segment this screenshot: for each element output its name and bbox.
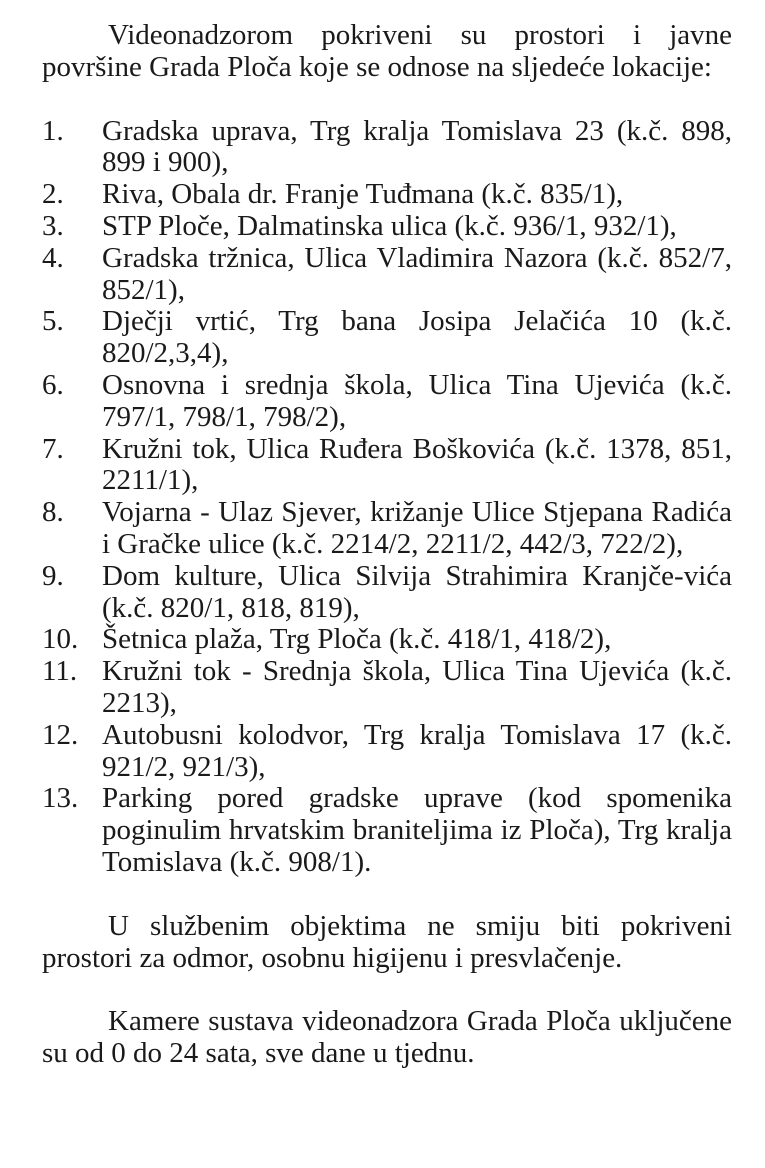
list-item (42, 211, 732, 243)
list-item-number: 9. (42, 559, 64, 592)
list-item-text: Vojarna - Ulaz Sjever, križanje Ulice Stjepana Radića i Gračke ulice (k.č. 2214/2, 2211/2, 442/3, 722/2), (102, 496, 732, 560)
list-item-text: Riva, Obala dr. Franje Tuđmana (k.č. 835/1), (102, 178, 624, 211)
list-item-number: 1. (42, 114, 64, 147)
list-item-number: 6. (42, 368, 64, 401)
locations-list (42, 116, 732, 879)
list-item-number: 5. (42, 305, 64, 338)
list-item (42, 720, 732, 784)
list-item (42, 434, 732, 498)
list-item-number: 8. (42, 496, 64, 529)
list-item (42, 306, 732, 370)
list-item-text: STP Ploče, Dalmatinska ulica (k.č. 936/1, 932/1), (102, 209, 677, 242)
list-item-text: Gradska tržnica, Ulica Vladimira Nazora (k.č. 852/7, 852/1), (102, 241, 732, 306)
spacer (42, 974, 732, 1006)
list-item-number: 4. (42, 241, 64, 274)
list-item-text: Kružni tok - Srednja škola, Ulica Tina Ujevića (k.č. 2213), (102, 655, 732, 719)
list-item-text: Šetnica plaža, Trg Ploča (k.č. 418/1, 418/2), (102, 623, 612, 656)
list-item-number: 7. (42, 432, 64, 465)
restriction-paragraph: U službenim objektima ne smiju biti pokriveni prostori za odmor, osobnu higijenu i presvlačenje. (42, 909, 732, 974)
list-item (42, 370, 732, 434)
list-item-number: 10. (42, 623, 79, 656)
schedule-paragraph: Kamere sustava videonadzora Grada Ploča uključene su od 0 do 24 sata, sve dane u tjednu. (42, 1005, 732, 1070)
list-item (42, 243, 732, 307)
list-item (42, 497, 732, 561)
list-item (42, 656, 732, 720)
list-item (42, 179, 732, 211)
list-item-text: Autobusni kolodvor, Trg kralja Tomislava 17 (k.č. 921/2, 921/3), (102, 718, 732, 783)
list-item-text: Gradska uprava, Trg kralja Tomislava 23 (k.č. 898, 899 i 900), (102, 114, 732, 179)
list-item-text: Dječji vrtić, Trg bana Josipa Jelačića 10 (k.č. 820/2,3,4), (102, 305, 732, 370)
document-page (42, 20, 732, 1070)
spacer (42, 84, 732, 116)
list-item-text: Osnovna i srednja škola, Ulica Tina Ujevića (k.č. 797/1, 798/1, 798/2), (102, 368, 732, 433)
intro-paragraph: Videonadzorom pokriveni su prostori i javne površine Grada Ploča koje se odnose na sljedeće lokacije: (42, 19, 732, 83)
list-item-number: 11. (42, 655, 78, 688)
list-item-text: Kružni tok, Ulica Ruđera Boškovića (k.č. 1378, 851, 2211/1), (102, 432, 732, 497)
list-item-text: Parking pored gradske uprave (kod spomenika poginulim hrvatskim braniteljima iz Ploča), Trg kralja Tomislava (k.č. 908/1). (102, 782, 732, 878)
list-item-number: 13. (42, 782, 79, 815)
list-item (42, 624, 732, 656)
list-item (42, 116, 732, 180)
list-item-number: 2. (42, 178, 64, 211)
list-item (42, 561, 732, 625)
list-item-number: 12. (42, 718, 79, 751)
list-item-number: 3. (42, 209, 64, 242)
spacer (42, 879, 732, 911)
list-item (42, 783, 732, 878)
list-item-text: Dom kulture, Ulica Silvija Strahimira Kranjče-vića (k.č. 820/1, 818, 819), (102, 559, 732, 624)
